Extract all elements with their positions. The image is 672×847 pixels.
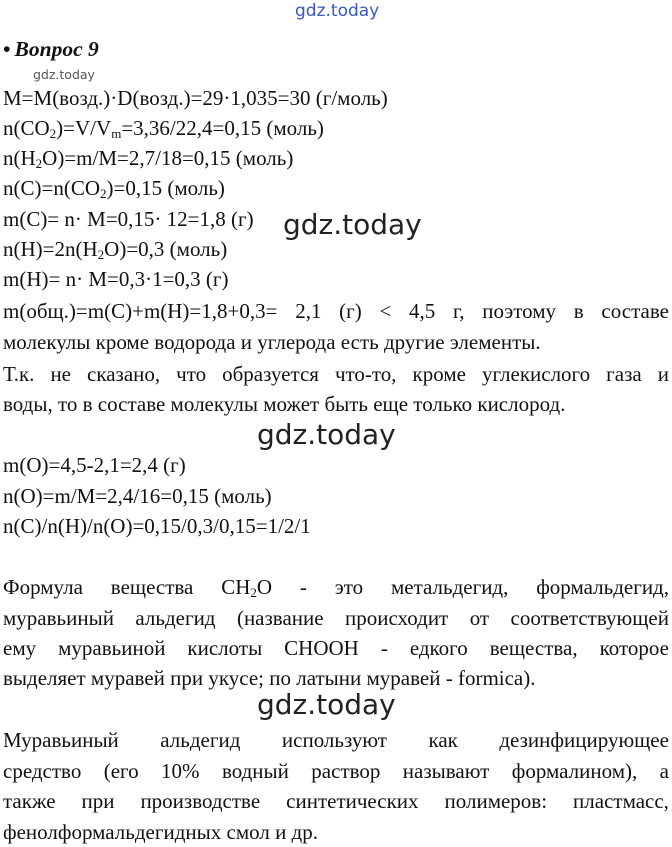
formula-ch2o (221, 577, 272, 598)
word: используют (281, 728, 387, 752)
subscript: 2 (97, 247, 105, 262)
word: это (334, 575, 364, 599)
word: кроме (412, 362, 466, 386)
watermark-large-2: gdz.today (257, 418, 396, 451)
word: < (379, 299, 392, 323)
paragraph-3-line-4: выделяет муравей при укусе; по латыни муравей - formica). (3, 666, 536, 690)
word: от (469, 606, 490, 630)
word: едкого (409, 636, 468, 660)
word: альдегид (160, 728, 241, 752)
paragraph-3-line-2 (3, 608, 669, 629)
word: как (428, 728, 458, 752)
word: соответствующей (510, 606, 669, 630)
subscript: 2 (100, 186, 107, 201)
word: средство (3, 759, 82, 783)
calc-line-m-o: m(O)=4,5-2,1=2,4 (г) (3, 453, 186, 477)
word: что (176, 362, 207, 386)
word: вещества, (489, 636, 578, 660)
subscript: 2 (35, 156, 43, 171)
word: формальдегид, (536, 575, 669, 599)
word: составе (601, 299, 669, 323)
word: 10% (161, 759, 200, 783)
watermark-top: gdz.today (295, 1, 380, 21)
word: полимеров: (444, 789, 548, 813)
word: (название (236, 606, 324, 630)
calc-text: O)=0,3 (моль) (104, 237, 228, 261)
paragraph-2-line-2: воды, то в составе молекулы может быть еще только кислород. (3, 392, 566, 416)
word: сказано, (87, 362, 161, 386)
word: муравьиный (3, 606, 114, 630)
word: производстве (140, 789, 261, 813)
question-heading (3, 37, 99, 62)
bullet: • (3, 37, 11, 61)
word: раствор (311, 759, 381, 783)
word: вещества (110, 575, 194, 599)
word: при (81, 789, 115, 813)
watermark-large-3: gdz.today (257, 688, 396, 721)
word: дезинфицирующее (499, 728, 669, 752)
word: Муравьиный (3, 728, 119, 752)
calc-text: O)=m/M=2,7/18=0,15 (моль) (42, 146, 294, 170)
calc-text: M=M(возд.)·D(возд.)=29·1,035=30 (г/моль) (3, 86, 388, 110)
word: поэтому (482, 299, 557, 323)
calc-line-n-h2o (3, 148, 293, 169)
calc-line-n-h (3, 239, 227, 260)
word: ему (3, 636, 37, 660)
calc-text: )=0,15 (моль) (106, 176, 225, 200)
paragraph-3-line-1 (3, 577, 669, 598)
word: формалином), (511, 759, 638, 783)
watermark-small: gdz.today (33, 67, 95, 82)
formula-part: O (256, 575, 273, 599)
paragraph-1-line-2: молекулы кроме водорода и углерода есть другие элементы. (3, 330, 541, 354)
paragraph-3-line-3 (3, 638, 669, 659)
paragraph-4-line-1 (3, 730, 669, 751)
paragraph-4-line-3 (3, 791, 669, 812)
question-title: Вопрос 9 (14, 37, 99, 61)
calc-text: n(C)=n(CO (3, 176, 101, 200)
word: муравьиной (58, 636, 166, 660)
calc-line-n-co2 (3, 118, 324, 139)
word: 2,1 (295, 299, 322, 323)
word: происходит (345, 606, 449, 630)
calc-line-molar-mass (3, 88, 388, 109)
word: также (3, 789, 56, 813)
word: водный (221, 759, 289, 783)
calc-line-m-c (3, 209, 254, 230)
word: не (50, 362, 71, 386)
word: г, (453, 299, 465, 323)
word: что-то, (334, 362, 397, 386)
calc-text: )=V/V (56, 116, 112, 140)
calc-text: =3,36/22,4=0,15 (моль) (121, 116, 324, 140)
word: образуется (222, 362, 319, 386)
word: кислоты (187, 636, 263, 660)
watermark-large-1: gdz.today (283, 208, 422, 241)
calc-text: m(H)= n· M=0,3·1=0,3 (г) (3, 267, 229, 291)
calc-line-n-o: n(O)=m/M=2,4/16=0,15 (моль) (3, 484, 272, 508)
word: пластмасс, (573, 789, 669, 813)
word: углекислого (481, 362, 591, 386)
word: Формула (3, 575, 83, 599)
word: m(общ.)=m(C)+m(H)=1,8+0,3= (3, 299, 278, 323)
word: 4,5 (409, 299, 436, 323)
calc-line-m-h (3, 269, 229, 290)
subscript: m (111, 126, 122, 141)
word: метальдегид, (390, 575, 509, 599)
paragraph-4-line-2 (3, 761, 669, 782)
calc-line-n-c (3, 178, 225, 199)
word: которое (599, 636, 669, 660)
calc-text: n(H (3, 146, 36, 170)
paragraph-2-line-1 (3, 364, 669, 385)
calc-text: n(CO (3, 116, 50, 140)
word: CHOOH (284, 636, 359, 660)
subscript: 2 (49, 126, 57, 141)
word: альдегид (135, 606, 216, 630)
calc-line-ratio: n(C)/n(H)/n(O)=0,15/0,3/0,15=1/2/1 (3, 514, 311, 538)
paragraph-4-line-4: фенолформальдегидных смол и др. (3, 820, 318, 844)
word: (его (103, 759, 139, 783)
calc-text: m(C)= n· M=0,15· 12=1,8 (г) (3, 207, 254, 231)
word: в (573, 299, 584, 323)
word: - (380, 636, 388, 660)
calc-text: n(H)=2n(H (3, 237, 98, 261)
paragraph-1-line-1 (3, 301, 669, 322)
word: - (299, 575, 307, 599)
subscript: 2 (250, 585, 257, 600)
word: а (659, 759, 669, 783)
word: называют (402, 759, 490, 783)
word: (г) (339, 299, 362, 323)
formula-part: CH (221, 575, 251, 599)
word: синтетических (286, 789, 419, 813)
word: Т.к. (3, 362, 35, 386)
word: газа (606, 362, 642, 386)
word: и (657, 362, 669, 386)
